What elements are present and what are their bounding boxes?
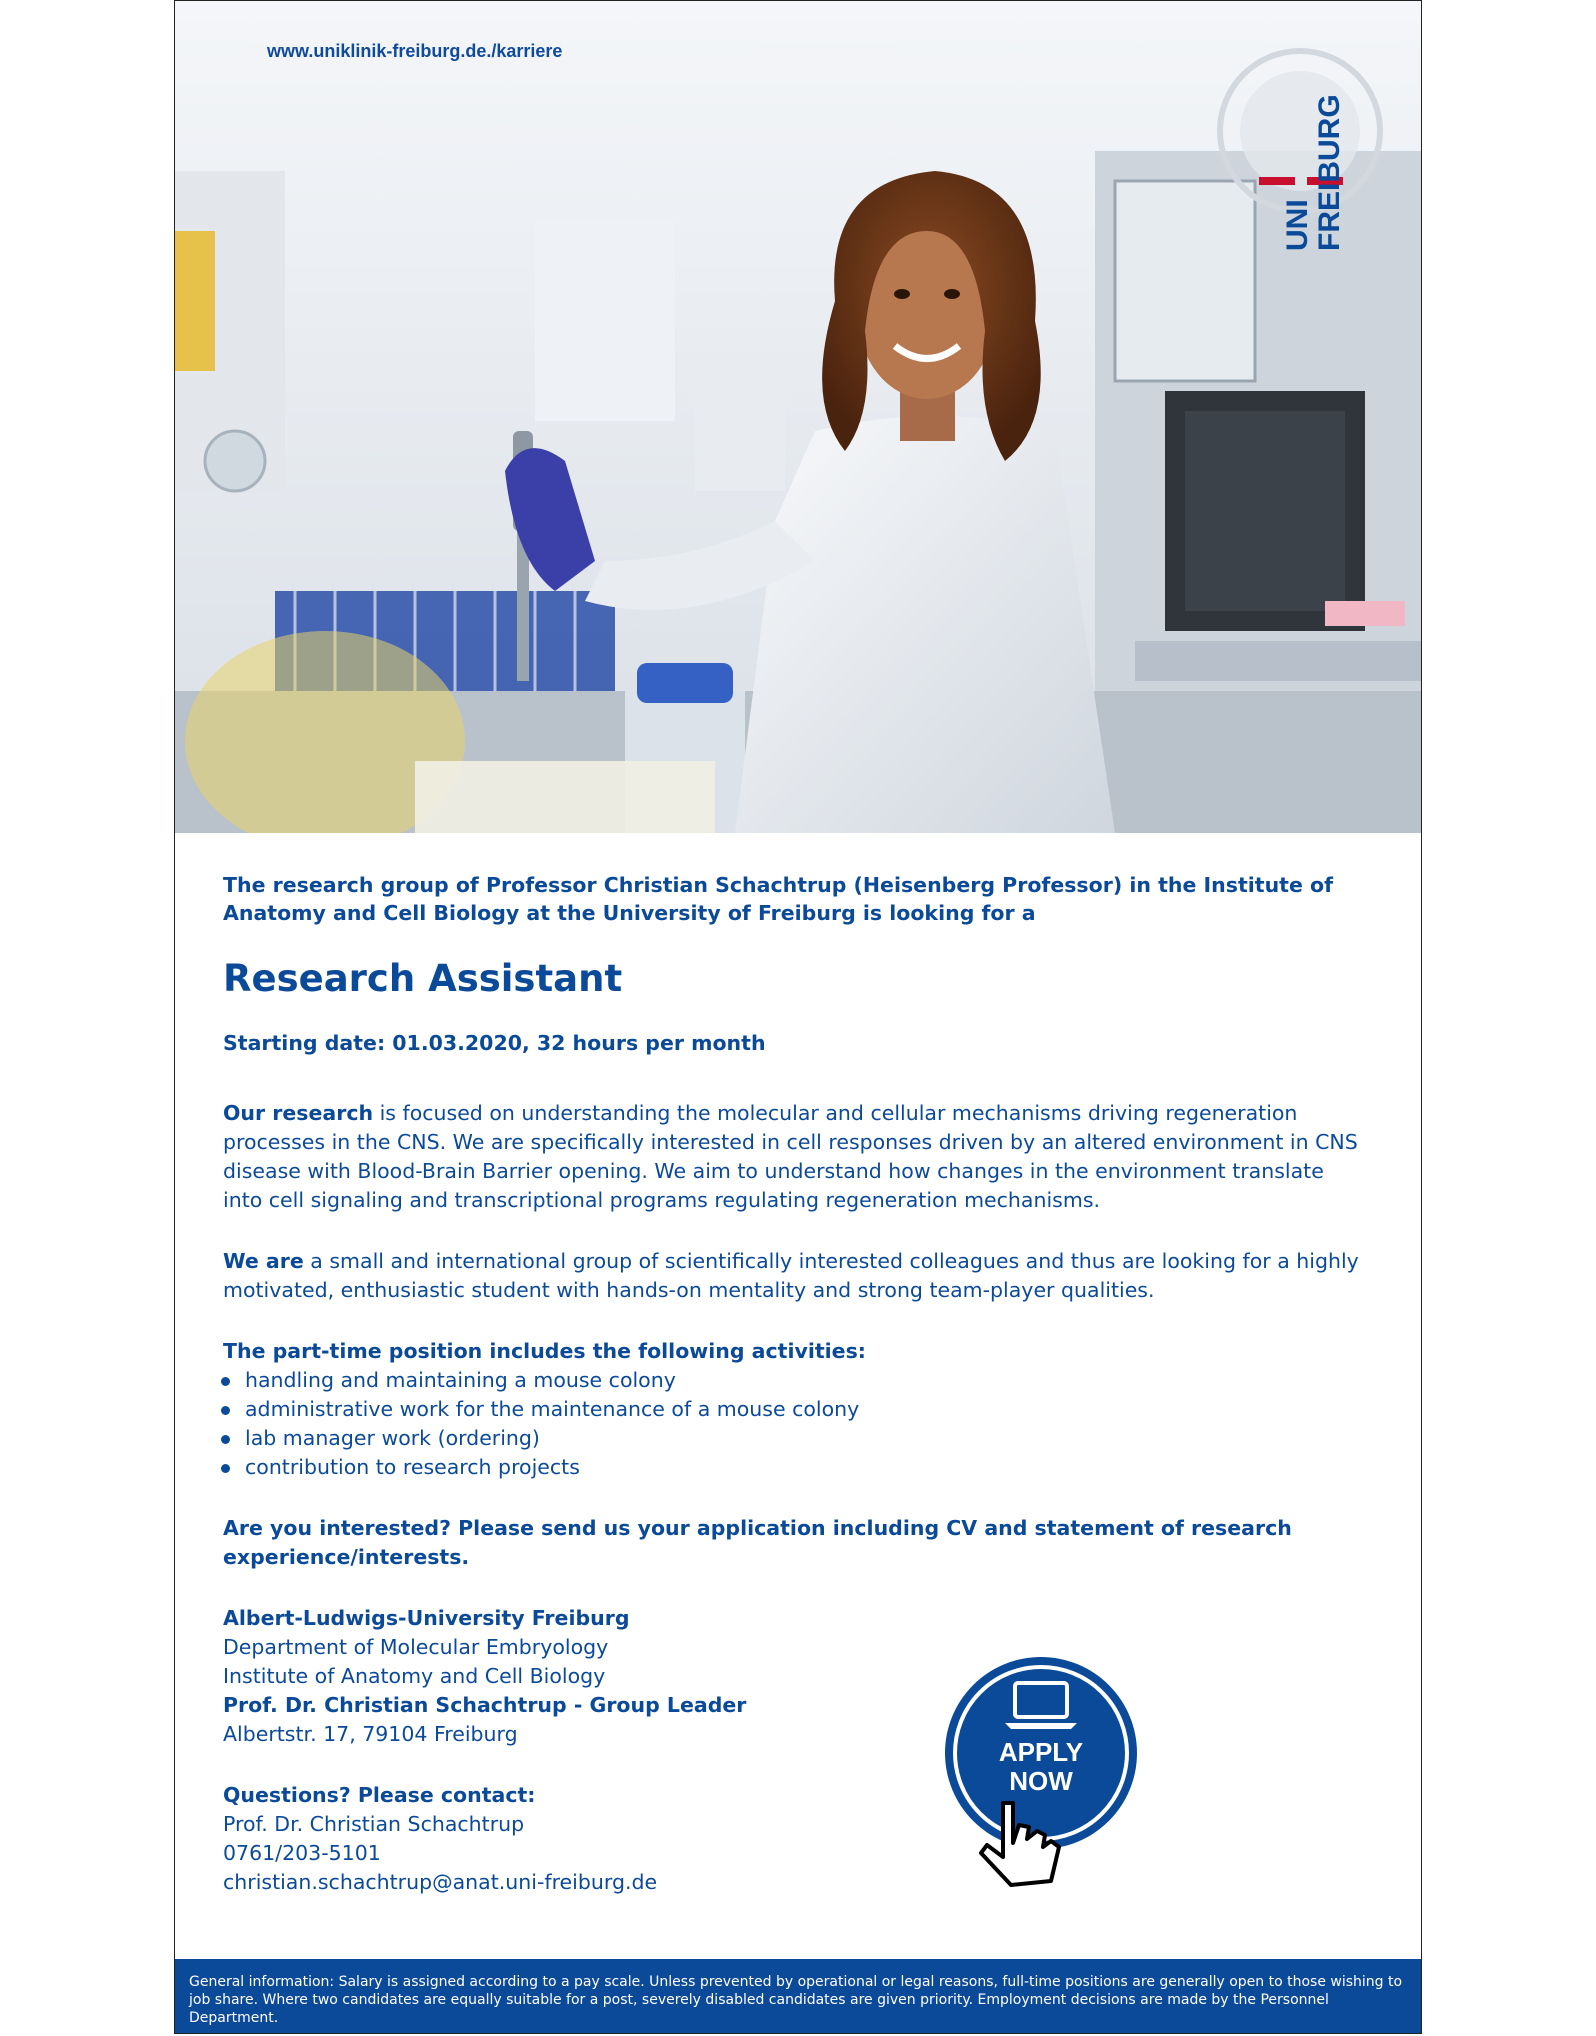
activity-text: contribution to research projects	[245, 1455, 580, 1479]
we-are-lead: We are	[223, 1249, 304, 1273]
we-are-paragraph	[223, 1247, 1363, 1305]
research-paragraph	[223, 1099, 1363, 1215]
group-leader: Prof. Dr. Christian Schachtrup - Group Leader	[223, 1693, 747, 1717]
institute-name: Institute of Anatomy and Cell Biology	[223, 1664, 606, 1688]
activity-text: administrative work for the maintenance of a mouse colony	[245, 1397, 860, 1421]
activities-list	[223, 1366, 1363, 1482]
research-lead: Our research	[223, 1101, 374, 1125]
street-address: Albertstr. 17, 79104 Freiburg	[223, 1722, 518, 1746]
bullet-icon	[221, 1464, 230, 1473]
career-url-link[interactable]: www.uniklinik-freiburg.de./karriere	[267, 41, 563, 61]
activity-text: handling and maintaining a mouse colony	[245, 1368, 676, 1392]
address-block	[223, 1604, 1363, 1749]
activity-text: lab manager work (ordering)	[245, 1426, 540, 1450]
bullet-icon	[221, 1406, 230, 1415]
logo-text-uni: UNI	[1281, 199, 1314, 251]
hero-photo	[175, 1, 1421, 833]
uni-freiburg-logo	[1211, 51, 1391, 251]
list-item	[223, 1395, 1363, 1424]
contact-heading: Questions? Please contact:	[223, 1783, 536, 1807]
list-item	[223, 1424, 1363, 1453]
intro-text: The research group of Professor Christian Schachtrup (Heisenberg Professor) in the Institute of Anatomy and Cell Biology at the University of Freiburg is looking for a	[223, 873, 1334, 925]
activities-heading: The part-time position includes the following activities:	[223, 1339, 866, 1363]
apply-now-button[interactable]	[941, 1653, 1141, 1903]
logo-text-freiburg: FREIBURG	[1313, 94, 1346, 251]
apply-label-line2: NOW	[1009, 1766, 1073, 1796]
department-name: Department of Molecular Embryology	[223, 1635, 609, 1659]
contact-email[interactable]: christian.schachtrup@anat.uni-freiburg.de	[223, 1870, 658, 1894]
list-item	[223, 1366, 1363, 1395]
job-posting	[174, 0, 1422, 2034]
job-title: Research Assistant	[223, 957, 623, 1000]
we-are-text: a small and international group of scientifically interested colleagues and thus are looking for a highly motivated, enthusiastic student with hands-on mentality and strong team-player qualities.	[223, 1249, 1359, 1302]
university-name: Albert-Ludwigs-University Freiburg	[223, 1606, 630, 1630]
bullet-icon	[221, 1377, 230, 1386]
contact-phone[interactable]: 0761/203-5101	[223, 1841, 381, 1865]
posting-body	[223, 871, 1363, 1897]
research-text: is focused on understanding the molecular and cellular mechanisms driving regeneration processes in the CNS. We are specifically interested in cell responses driven by an altered environment in CNS disease with Blood-Brain Barrier opening. We aim to understand how changes in the environment translate into cell signaling and transcriptional programs regulating regeneration mechanisms.	[223, 1101, 1358, 1212]
list-item	[223, 1453, 1363, 1482]
application-call: Are you interested? Please send us your application including CV and statement of research experience/interests.	[223, 1516, 1292, 1569]
apply-label-line1: APPLY	[998, 1737, 1084, 1767]
contact-name: Prof. Dr. Christian Schachtrup	[223, 1812, 525, 1836]
bullet-icon	[221, 1435, 230, 1444]
footer-general-information: General information: Salary is assigned according to a pay scale. Unless prevented by operational or legal reasons, full-time positions are generally open to those wishing to job share. Where two candidates are equally suitable for a post, severely disabled candidates are given priority. Employment decisions are made by the Personnel Department.	[175, 1959, 1421, 2034]
starting-date: Starting date: 01.03.2020, 32 hours per month	[223, 1031, 766, 1055]
contact-block	[223, 1781, 1363, 1897]
